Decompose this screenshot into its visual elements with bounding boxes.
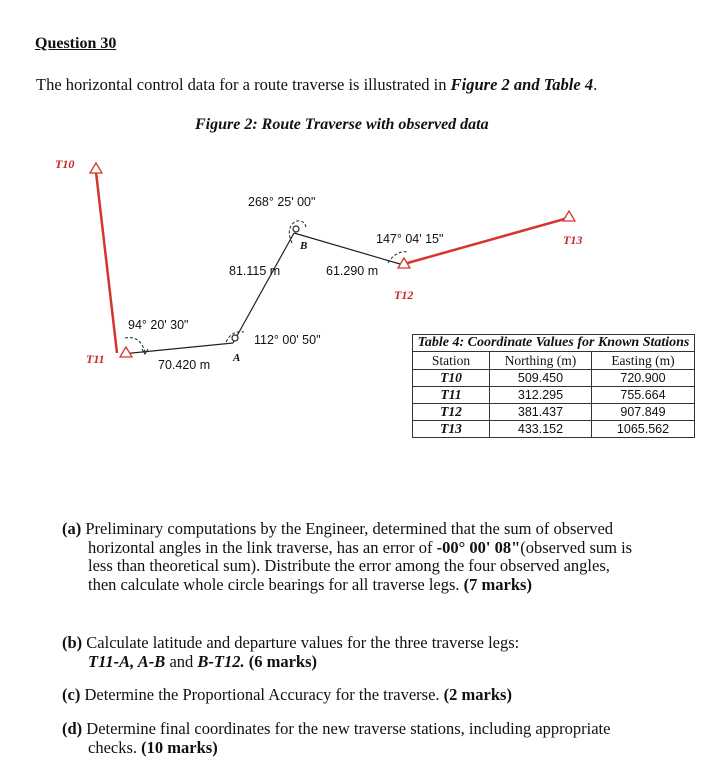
part-b-and: and xyxy=(165,651,198,671)
table-row xyxy=(413,404,695,421)
distance-t11-a: 70.420 m xyxy=(158,358,211,372)
label-t10: T10 xyxy=(55,157,75,171)
part-b-text1: Calculate latitude and departure values for the three traverse legs: xyxy=(86,633,520,652)
station-a-icon xyxy=(232,335,238,341)
part-c-label: (c) xyxy=(62,685,81,704)
part-a-label: (a) xyxy=(62,519,82,538)
cell-easting: 720.900 xyxy=(592,370,695,387)
part-a-text2c: (observed sum is xyxy=(520,537,633,557)
table-row xyxy=(413,387,695,404)
part-a-text1: Preliminary computations by the Engineer, determined that the sum of observed xyxy=(85,519,614,538)
cell-easting: 1065.562 xyxy=(592,421,695,438)
cell-northing: 312.295 xyxy=(490,387,592,404)
part-c-marks: (2 marks) xyxy=(443,685,512,704)
part-d xyxy=(62,720,610,757)
header-easting: Easting (m) xyxy=(592,352,695,370)
part-a-line3: less than theoretical sum). Distribute the error among the four observed angles, xyxy=(88,556,610,575)
part-a-text4: then calculate whole circle bearings for all traverse legs. xyxy=(88,574,460,594)
angle-b-value: 268° 25' 00" xyxy=(248,195,316,209)
coordinates-table xyxy=(412,334,695,438)
part-b-label: (b) xyxy=(62,633,83,652)
part-b-line1 xyxy=(62,634,519,653)
part-a-text2a: horizontal angles in the link traverse, has an error of xyxy=(88,537,437,557)
intro-figure-ref: Figure 2 and Table 4 xyxy=(450,75,594,94)
part-a-line1 xyxy=(62,520,632,539)
label-t12: T12 xyxy=(394,288,414,302)
label-b: B xyxy=(300,240,308,252)
part-d-marks: (10 marks) xyxy=(141,737,218,757)
part-a-error: -00° 00' 08" xyxy=(436,537,521,557)
cell-northing: 381.437 xyxy=(490,404,592,421)
cell-easting: 907.849 xyxy=(592,404,695,421)
figure-caption: Figure 2: Route Traverse with observed data xyxy=(195,116,489,133)
table-caption: Table 4: Coordinate Values for Known Stations xyxy=(413,335,695,352)
angle-t11-value: 94° 20' 30" xyxy=(128,318,189,332)
part-b-legs: T11-A, A-B xyxy=(88,651,166,671)
angle-t12-value: 147° 04' 15" xyxy=(376,232,444,246)
station-t10-icon xyxy=(90,163,102,173)
station-b-icon xyxy=(293,226,299,232)
part-d-text2: checks. xyxy=(88,737,138,757)
cell-station: T10 xyxy=(413,370,490,387)
part-b xyxy=(62,634,519,671)
cell-station: T12 xyxy=(413,404,490,421)
part-b-marks: (6 marks) xyxy=(248,651,318,671)
cell-northing: 509.450 xyxy=(490,370,592,387)
cell-easting: 755.664 xyxy=(592,387,695,404)
part-a-line2 xyxy=(62,539,632,558)
header-northing: Northing (m) xyxy=(490,352,592,370)
angle-a-value: 112° 00' 50" xyxy=(254,333,321,347)
leg-a-b xyxy=(233,233,294,343)
table-row xyxy=(413,370,695,387)
distance-b-t12: 61.290 m xyxy=(326,264,379,278)
question-title: Question 30 xyxy=(35,35,117,52)
part-a-marks: (7 marks) xyxy=(463,574,532,594)
part-d-label: (d) xyxy=(62,719,83,738)
intro-text: The horizontal control data for a route traverse is illustrated in xyxy=(36,75,451,94)
cell-station: T11 xyxy=(413,387,490,404)
leg-t10-t11 xyxy=(96,172,117,353)
part-c-line1 xyxy=(62,686,512,705)
header-station: Station xyxy=(413,352,490,370)
label-t11: T11 xyxy=(86,352,105,366)
station-t13-icon xyxy=(563,211,575,221)
cell-station: T13 xyxy=(413,421,490,438)
part-b-line2 xyxy=(62,653,519,672)
table-row xyxy=(413,421,695,438)
part-d-line2 xyxy=(62,739,610,758)
cell-northing: 433.152 xyxy=(490,421,592,438)
part-b-leg3: B-T12. xyxy=(197,651,245,671)
distance-a-b: 81.115 m xyxy=(229,264,281,278)
part-a-line4 xyxy=(62,576,632,595)
label-a: A xyxy=(233,352,241,364)
part-d-text1: Determine final coordinates for the new traverse stations, including appropriate xyxy=(86,719,611,738)
label-t13: T13 xyxy=(563,233,583,247)
intro-end: . xyxy=(593,75,598,94)
part-c xyxy=(62,686,512,705)
part-a xyxy=(62,520,632,594)
part-c-text: Determine the Proportional Accuracy for the traverse. xyxy=(84,685,440,704)
part-d-line1 xyxy=(62,720,610,739)
leg-t11-a xyxy=(122,343,233,354)
station-t11-icon xyxy=(120,347,132,357)
